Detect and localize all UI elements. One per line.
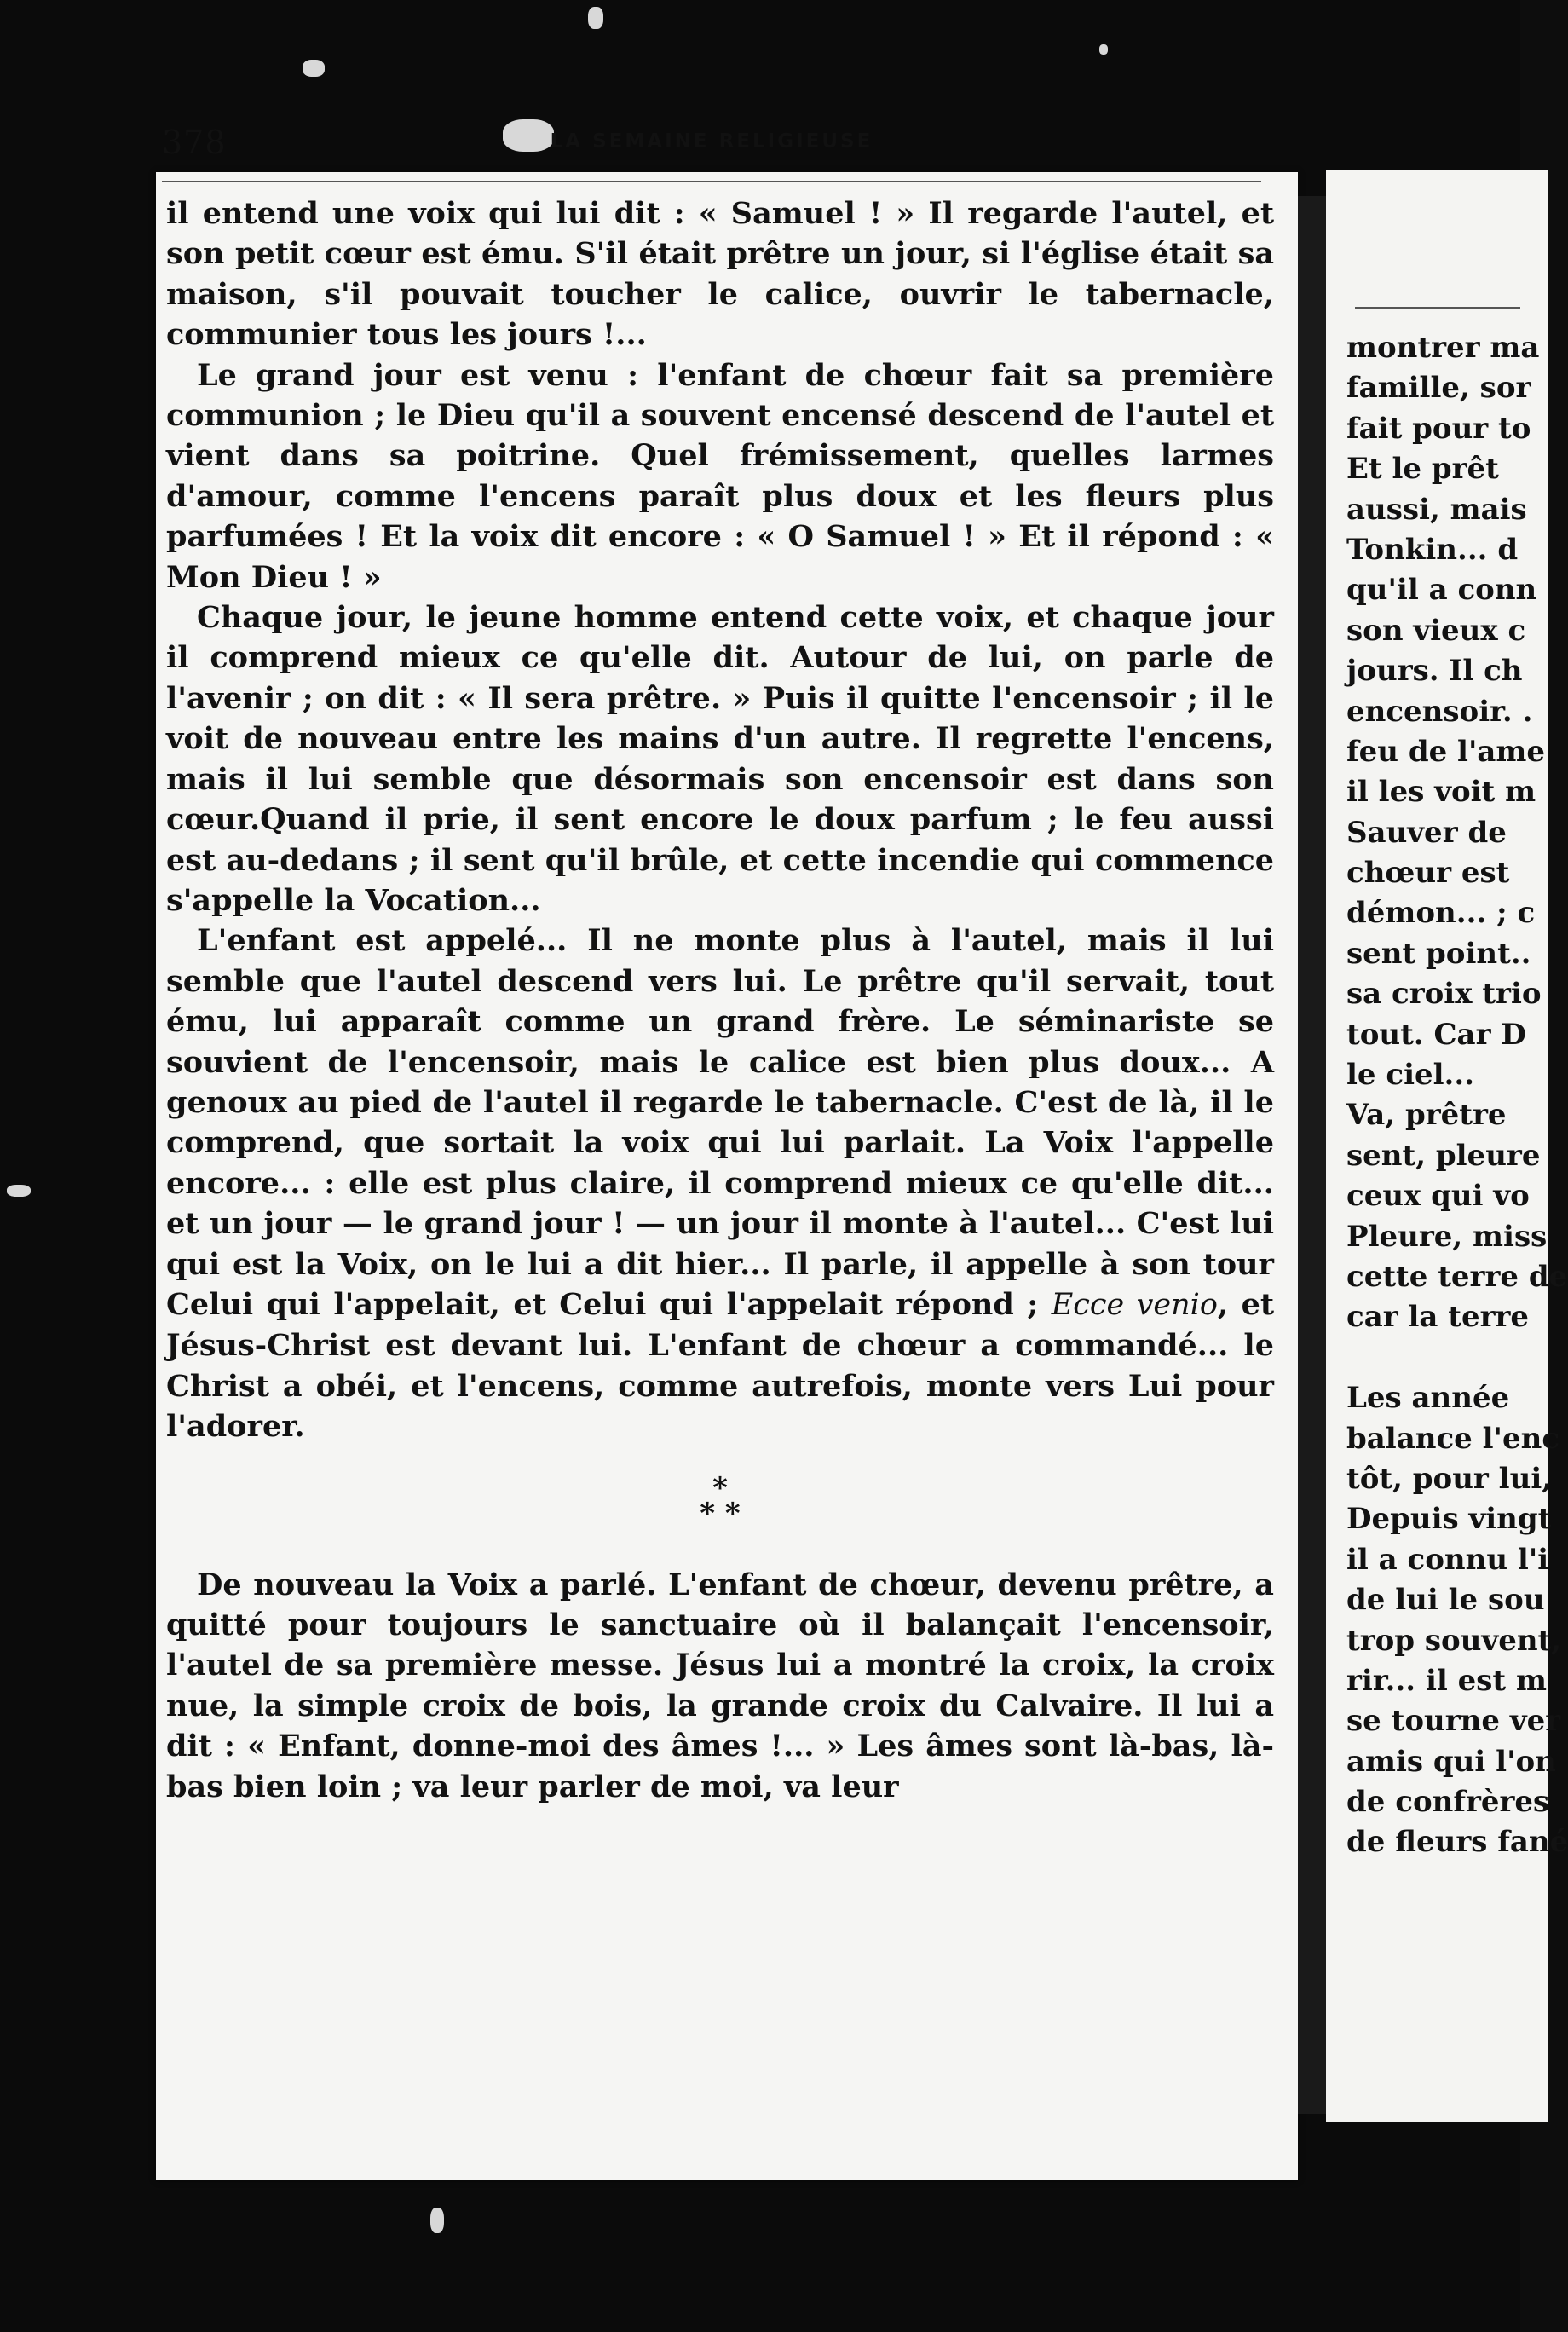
dust-speck [7,1185,31,1197]
facing-page-line: balance l'enc [1346,1421,1560,1456]
facing-page-line: il a connu l'i [1346,1542,1549,1577]
facing-page-line: de confrères [1346,1785,1550,1820]
facing-page-line: trop souvent, [1346,1623,1562,1658]
page-number: 378 [162,124,227,161]
dust-speck [588,7,603,29]
facing-page-line: qu'il a conn [1346,573,1537,608]
facing-page-line: rir... il est m [1346,1663,1547,1698]
facing-page-line: Tonkin... d [1346,532,1519,567]
facing-page-line: tôt, pour lui, [1346,1461,1553,1496]
facing-page-line: Les année [1346,1381,1510,1416]
facing-page-line: son vieux c [1346,613,1526,648]
facing-page-line: cette terre de [1346,1259,1568,1294]
facing-page-line: chœur est [1346,856,1510,891]
facing-page-line: aussi, mais [1346,492,1527,527]
facing-page-line: fait pour to [1346,411,1531,446]
paragraph: il entend une voix qui lui dit : « Samuel ! » Il regarde l'autel, et son petit cœur est ému. S'il était prêtre un jour, si l'église était sa maison, s'il pouvait toucher le calice, ouvrir le tabernacle, communier tous les jours !... [166,196,1274,353]
facing-page-line [1346,1338,1534,1378]
facing-page-line: sa croix trio [1346,977,1542,1012]
journal-title: LA SEMAINE RELIGIEUSE [550,130,873,153]
facing-page-line: se tourne ver [1346,1704,1561,1739]
facing-page-line: Sauver de [1346,815,1507,850]
section-asterism [166,1470,1274,1531]
header-rule [162,181,1261,182]
dust-speck [430,2208,444,2233]
paragraph [166,921,1274,1446]
facing-page-line: feu de l'ame [1346,734,1546,769]
paragraph-text-end: , et Jésus-Christ est devant lui. L'enfant de chœur a commandé... le Christ a obéi, et l'encens, comme autrefois, monte vers Lui pour l'adorer. [166,1286,1275,1445]
dust-speck [1099,44,1108,55]
facing-page-line: de lui le sou [1346,1583,1545,1618]
paragraph: De nouveau la Voix a parlé. L'enfant de chœur, devenu prêtre, a quitté pour toujours le sanctuaire où il balançait l'encensoir, l'autel de sa première messe. Jésus lui a montré la croix, la croix nue, la simple croix de bois, la grande croix du Calvaire. Il lui a dit : « Enfant, donne-moi des âmes !... » Les âmes sont là-bas, là-bas bien loin ; va leur parler de moi, va leur [166,1567,1274,1804]
facing-page-line: démon... ; c [1346,896,1536,931]
book-gutter [1298,196,1326,2114]
facing-page-rule [1355,307,1520,309]
article-body [166,193,1274,1807]
facing-page-text [1346,328,1568,1863]
facing-page-line: jours. Il ch [1346,654,1523,689]
asterism-top: * [712,1470,728,1505]
facing-page-line: Depuis vingt [1346,1502,1552,1537]
asterism-bottom: * * [700,1496,741,1531]
facing-page-line: sent, pleure [1346,1138,1541,1173]
facing-page-line: Va, prêtre [1346,1098,1507,1133]
facing-page-line: il les voit m [1346,775,1536,810]
running-head [162,124,1261,175]
paragraph: Chaque jour, le jeune homme entend cette voix, et chaque jour il comprend mieux ce qu'elle dit. Autour de lui, on parle de l'avenir ; on dit : « Il sera prêtre. » Puis il quitte l'encensoir ; il le voit de nouveau entre les mains d'un autre. Il regrette l'encens, mais il lui semble que désormais son encensoir est dans son cœur.Quand il prie, il sent encore le doux parfum ; le feu aussi est au-dedans ; il sent qu'il brûle, et cette incendie qui commence s'appelle la Vocation... [166,600,1274,918]
facing-page-line: Pleure, miss [1346,1219,1548,1254]
facing-page-line: sent point.. [1346,936,1531,971]
facing-page-line: amis qui l'on [1346,1744,1556,1779]
facing-page-line: encensoir. . [1346,694,1533,729]
latin-phrase: Ecce venio [1051,1287,1218,1322]
facing-page-line: de fleurs fané [1346,1825,1568,1860]
facing-page-line: le ciel... [1346,1058,1475,1093]
facing-page-line: tout. Car D [1346,1017,1526,1052]
dust-speck [303,60,325,77]
paragraph-text: L'enfant est appelé... Il ne monte plus à l'autel, mais il lui semble que l'autel descend vers lui. Le prêtre qu'il servait, tout ému, lui apparaît comme un grand frère. Le séminariste se souvient de l'encensoir, mais le calice est bien plus doux... A genoux au pied de l'autel il regarde le tabernacle. C'est de là, il le comprend, que sortait la voix qui lui parlait. La Voix l'appelle encore... : elle est plus claire, il comprend mieux ce qu'elle dit... et un jour — le grand jour ! — un jour il monte à l'autel... C'est lui qui est la Voix, on le lui a dit hier... Il parle, il appelle à son tour Celui qui l'appelait, et Celui qui l'appelait répond ; [166,923,1274,1322]
facing-page-line: ceux qui vo [1346,1179,1530,1214]
facing-page-line: Et le prêt [1346,452,1499,487]
facing-page-line: car la terre [1346,1300,1530,1335]
paragraph: Le grand jour est venu : l'enfant de chœur fait sa première communion ; le Dieu qu'il a souvent encensé descend de l'autel et vient dans sa poitrine. Quel frémissement, quelles larmes d'amour, comme l'encens paraît plus doux et les fleurs plus parfumées ! Et la voix dit encore : « O Samuel ! » Et il répond : « Mon Dieu ! » [166,357,1274,595]
facing-page-line: famille, sor [1346,371,1531,406]
facing-page-line: montrer ma [1346,331,1540,365]
